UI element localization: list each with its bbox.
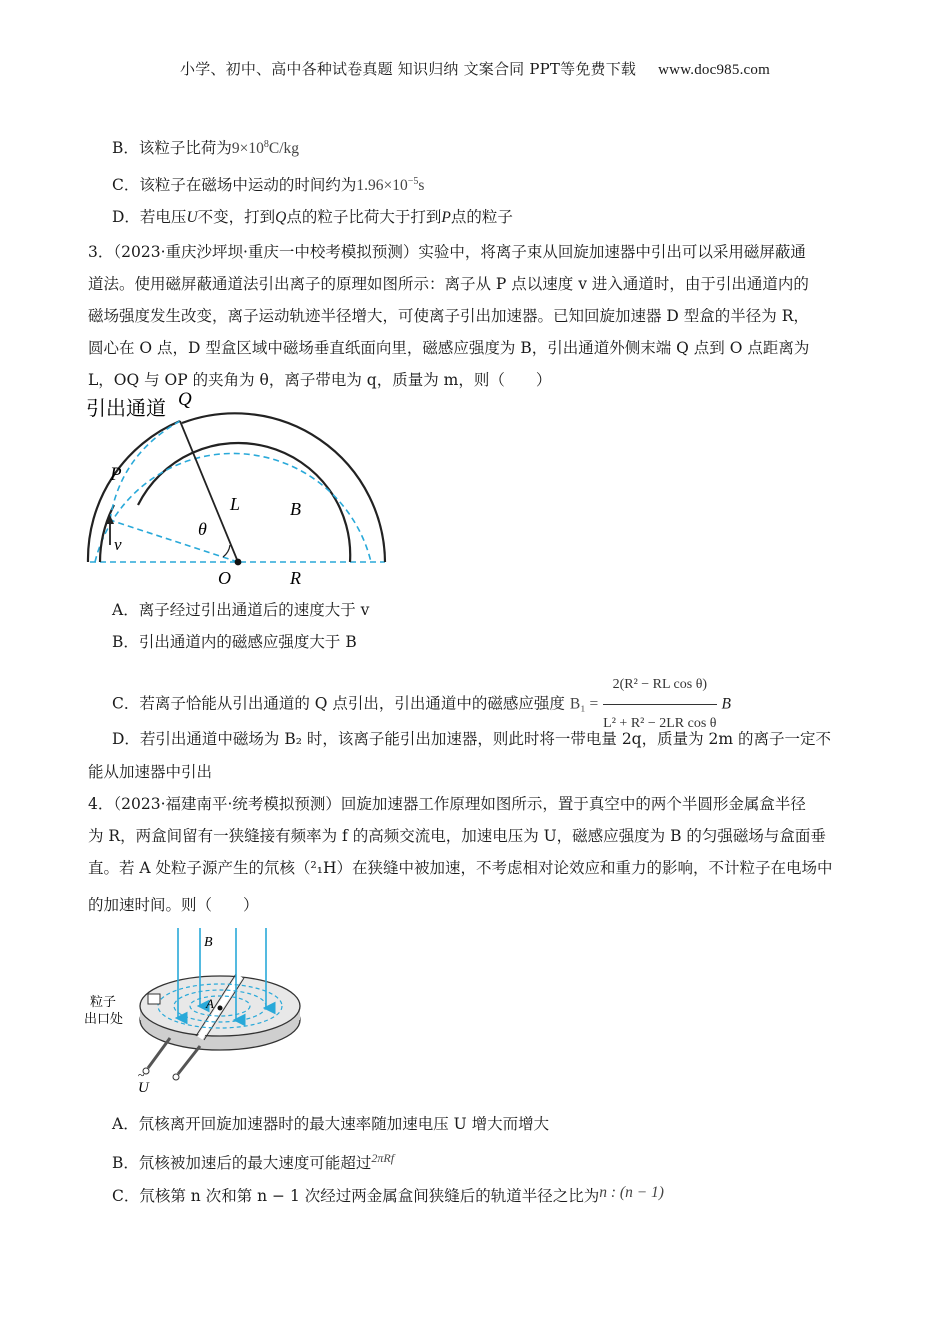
terminal-2 (173, 1074, 179, 1080)
prev-option-c: C．该粒子在磁场中运动的时间约为$1.96\times 10^{-5}s$ (112, 176, 425, 195)
d-outer-arc (182, 413, 385, 562)
label-theta: θ (198, 519, 207, 539)
q4-option-b: B．氘核被加速后的最大速度可能超过$^{2\pi Rf}$ (112, 1151, 395, 1172)
q3-line-4: 圆心在 O 点，D 型盒区域中磁场垂直纸面向里，磁感应强度为 B，引出通道外侧末端 Q 点到 O 点距离为 (88, 339, 810, 357)
q4-figure (80, 922, 310, 1097)
q4-line-3: 直。若 A 处粒子源产生的氘核（²₁H）在狭缝中被加速，不考虑相对论效应和重力的影响，不计粒子在电场中 (88, 859, 833, 877)
line-op (110, 520, 238, 562)
fig-title: 引出通道 (86, 396, 166, 420)
q3-line-1: 3．（2023·重庆沙坪坝·重庆一中校考模拟预测）实验中，将离子束从回旋加速器中引出可以采用磁屏蔽通 (88, 243, 806, 261)
header-site[interactable]: www.doc985.com (658, 62, 770, 78)
q4-line-4: 的加速时间。则（ ） (88, 896, 259, 914)
lead-2 (178, 1046, 200, 1074)
label-exit-1: 粒子 (90, 995, 117, 1010)
q3-option-c: C．若离子恰能从引出通道的 Q 点引出，引出通道中的磁感应强度 B₁ = $\frac{\text{2(R² − RL cos θ)}}{\text{L² + R² − 2LR cos θ}}$ B (112, 667, 731, 742)
label-exit-2: 出口处 (84, 1012, 124, 1027)
q3-c-fraction: $\frac{\text{2(R² − RL cos θ)}}{\text{L² + R² − 2LR cos θ}}$ (603, 667, 716, 742)
q4-option-c: C．氘核第 n 次和第 n − 1 次经过两金属盒间狭缝后的轨道半径之比为n : (n − 1) (112, 1184, 664, 1205)
label-b: B (204, 935, 213, 950)
prev-option-d: D．若电压U不变，打到Q点的粒子比荷大于打到P点的粒子 (112, 208, 513, 226)
label-v: v (114, 535, 122, 554)
label-b: B (290, 499, 301, 519)
d-inner-arc (138, 443, 350, 562)
label-o: O (218, 568, 231, 588)
q3-line-2: 道法。使用磁屏蔽通道法引出离子的原理如图所示：离子从 P 点以速度 v 进入通道时，由于引出通道内的 (88, 275, 809, 293)
q3-option-d-1: D．若引出通道中磁场为 B₂ 时，该离子能引出加速器，则此时将一带电量 2q，质量为 2m 的离子一定不 (112, 730, 832, 748)
q3-option-d-2: 能从加速器中引出 (88, 763, 213, 781)
label-r: R (290, 568, 301, 588)
q4-line-1: 4．（2023·福建南平·统考模拟预测）回旋加速器工作原理如图所示，置于真空中的两个半圆形金属盒半径 (88, 795, 806, 813)
exit-notch (148, 994, 160, 1004)
label-q: Q (178, 389, 192, 410)
center-point-o (235, 559, 242, 566)
source-point-a (218, 1006, 223, 1011)
page-header (0, 58, 950, 79)
label-l: L (230, 494, 241, 514)
label-u: U (138, 1080, 149, 1096)
q4-option-a: A．氘核离开回旋加速器时的最大速率随加速电压 U 增大而增大 (112, 1115, 550, 1133)
q3-option-a: A．离子经过引出通道后的速度大于 v (112, 601, 370, 619)
q3-figure (80, 385, 400, 590)
channel-inner-wall (100, 505, 114, 562)
label-a: A (206, 996, 214, 1011)
tilde-u: ~ (138, 1068, 145, 1082)
label-p: P (110, 464, 122, 485)
lead-1 (148, 1038, 170, 1068)
prev-option-b: B．该粒子比荷为$9\times 10^8C/kg$ (112, 139, 300, 158)
q4-line-2: 为 R，两盒间留有一狭缝接有频率为 f 的高频交流电，加速电压为 U，磁感应强度为 B 的匀强磁场与盒面垂 (88, 827, 826, 845)
q3-line-5: L，OQ 与 OP 的夹角为 θ，离子带电为 q，质量为 m，则（ ） (88, 371, 552, 389)
q3-option-b: B．引出通道内的磁感应强度大于 B (112, 633, 357, 651)
q3-line-3: 磁场强度发生改变，离子运动轨迹半径增大，可使离子引出加速器。已知回旋加速器 D 型盒的半径为 R， (88, 307, 809, 325)
header-text: 小学、初中、高中各种试卷真题 知识归纳 文案合同 PPT等免费下载 (180, 60, 637, 78)
theta-arc (223, 545, 230, 557)
